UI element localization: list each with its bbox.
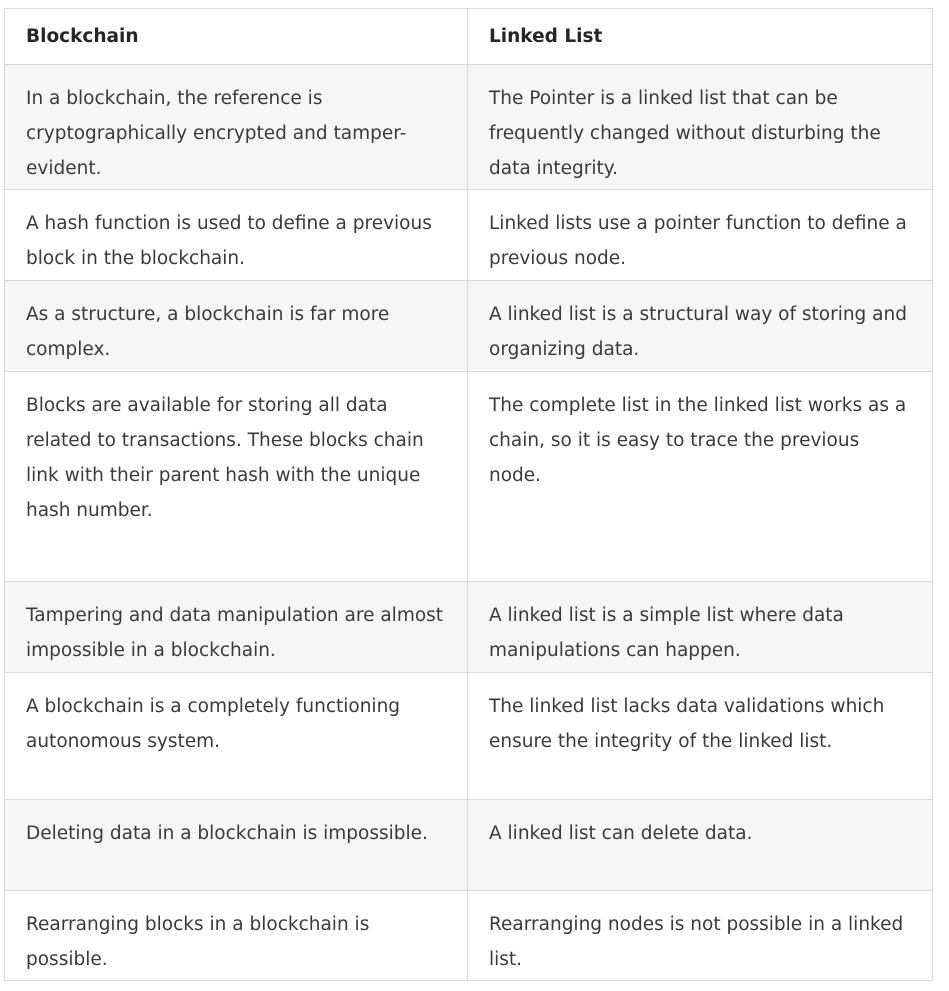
table-cell-blockchain: A hash function is used to define a previous block in the blockchain. — [5, 190, 468, 281]
table-row — [5, 800, 933, 891]
table-cell-linked-list: Rearranging nodes is not possible in a linked list. — [468, 891, 933, 981]
table-cell-linked-list: The linked list lacks data validations which ensure the integrity of the linked list. — [468, 673, 933, 800]
table-cell-linked-list: The Pointer is a linked list that can be frequently changed without disturbing the data integrity. — [468, 65, 933, 190]
table-row — [5, 372, 933, 582]
table-cell-blockchain: In a blockchain, the reference is cryptographically encrypted and tamper-evident. — [5, 65, 468, 190]
table-cell-linked-list: A linked list can delete data. — [468, 800, 933, 891]
table-cell-blockchain: Tampering and data manipulation are almost impossible in a blockchain. — [5, 582, 468, 673]
table-cell-blockchain: Deleting data in a blockchain is impossible. — [5, 800, 468, 891]
column-header-blockchain: Blockchain — [5, 9, 468, 65]
table-cell-blockchain: As a structure, a blockchain is far more complex. — [5, 281, 468, 372]
table-row — [5, 891, 933, 981]
comparison-table — [4, 8, 933, 981]
column-header-linked-list: Linked List — [468, 9, 933, 65]
table-cell-blockchain: A blockchain is a completely functioning autonomous system. — [5, 673, 468, 800]
table-row — [5, 673, 933, 800]
table-cell-blockchain: Rearranging blocks in a blockchain is possible. — [5, 891, 468, 981]
table-cell-linked-list: The complete list in the linked list works as a chain, so it is easy to trace the previous node. — [468, 372, 933, 582]
table-cell-linked-list: A linked list is a simple list where data manipulations can happen. — [468, 582, 933, 673]
table-row — [5, 281, 933, 372]
table-row — [5, 190, 933, 281]
table-row — [5, 65, 933, 190]
table-cell-linked-list: Linked lists use a pointer function to define a previous node. — [468, 190, 933, 281]
table-cell-linked-list: A linked list is a structural way of storing and organizing data. — [468, 281, 933, 372]
table-cell-blockchain: Blocks are available for storing all data related to transactions. These blocks chain link with their parent hash with the unique hash number. — [5, 372, 468, 582]
table-header-row — [5, 9, 933, 65]
table-row — [5, 582, 933, 673]
